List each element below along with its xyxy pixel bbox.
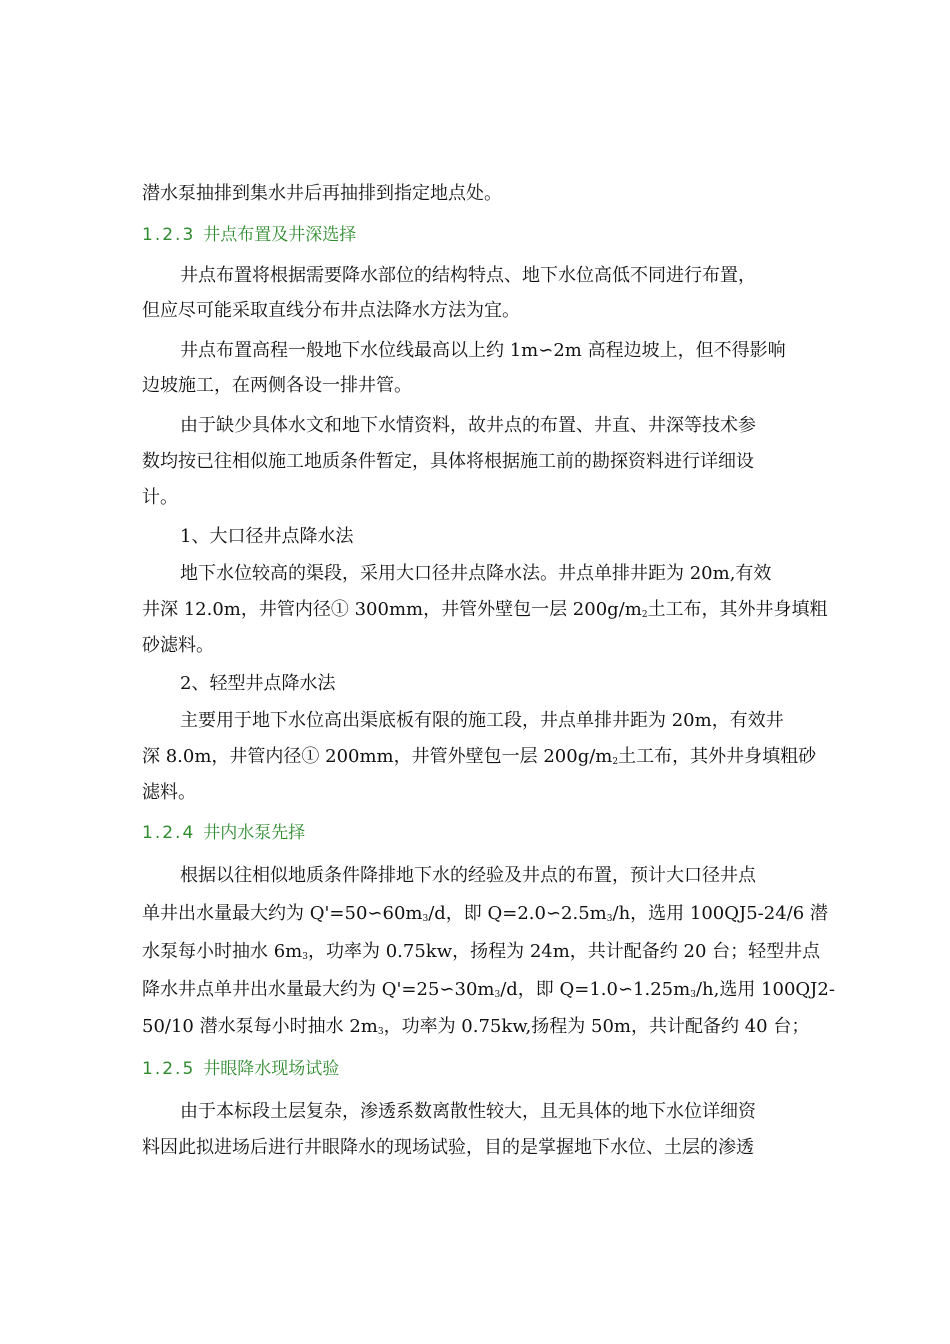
paragraph-line: 50/10 潜水泵每小时抽水 $2m_3$，功率为 0.75kw,扬程为 50m，共计配备约 40 台； xyxy=(142,1016,810,1037)
paragraph-line: 计。 xyxy=(142,487,178,508)
section-heading-1-2-4 xyxy=(142,821,305,845)
paragraph-line: 数均按已往相似施工地质条件暂定，具体将根据施工前的勘探资料进行详细设 xyxy=(142,451,754,472)
section-title: 井眼降水现场试验 xyxy=(203,1059,340,1079)
section-number: 1.2.4 xyxy=(142,823,196,843)
paragraph-line: 井点布置高程一般地下水位线最高以上约 1m∽2m 高程边坡上，但不得影响 xyxy=(180,340,786,361)
paragraph-line: 潜水泵抽排到集水井后再抽排到指定地点处。 xyxy=(142,183,502,204)
section-title: 井内水泵先择 xyxy=(203,823,306,843)
paragraph-line: 料因此拟进场后进行井眼降水的现场试验，目的是掌握地下水位、土层的渗透 xyxy=(142,1137,754,1158)
section-number: 1.2.5 xyxy=(142,1059,196,1079)
paragraph-line: 地下水位较高的渠段，采用大口径井点降水法。井点单排井距为 20m,有效 xyxy=(180,563,772,584)
section-number: 1.2.3 xyxy=(142,225,196,245)
section-heading-1-2-3 xyxy=(142,223,356,247)
section-title: 井点布置及井深选择 xyxy=(203,225,357,245)
paragraph-line: 边坡施工，在两侧各设一排井管。 xyxy=(142,375,412,396)
paragraph-line: 井深 12.0m，井管内径① 300mm，井管外壁包一层 $200g/m_2$土工布，其外井身填粗 xyxy=(142,599,828,620)
paragraph-line: 由于缺少具体水文和地下水情资料，故井点的布置、井直、井深等技术参 xyxy=(180,415,756,436)
paragraph-line: 由于本标段土层复杂，渗透系数离散性较大，且无具体的地下水位详细资 xyxy=(180,1101,756,1122)
list-item-label: 2、轻型井点降水法 xyxy=(180,673,336,694)
paragraph-line: 主要用于地下水位高出渠底板有限的施工段，井点单排井距为 20m，有效井 xyxy=(180,710,784,731)
paragraph-line: 但应尽可能采取直线分布井点法降水方法为宜。 xyxy=(142,300,520,321)
paragraph-line: 滤料。 xyxy=(142,782,196,803)
paragraph-line: 井点布置将根据需要降水部位的结构特点、地下水位高低不同进行布置， xyxy=(180,265,756,286)
section-heading-1-2-5 xyxy=(142,1057,339,1081)
paragraph-line: 深 8.0m，井管内径① 200mm，井管外壁包一层 $200g/m_2$土工布，其外井身填粗砂 xyxy=(142,746,817,767)
paragraph-line: 降水井点单井出水量最大约为 $Q'=25∽30m_3/d$，即 $Q=1.0∽1.25m_3/h$,选用 100QJ2- xyxy=(142,979,835,1000)
paragraph-line: 砂滤料。 xyxy=(142,635,214,656)
paragraph-line: 水泵每小时抽水 $6m_3$，功率为 0.75kw，扬程为 24m，共计配备约 20 台；轻型井点 xyxy=(142,941,821,962)
paragraph-line: 根据以往相似地质条件降排地下水的经验及井点的布置，预计大口径井点 xyxy=(180,865,756,886)
list-item-label: 1、大口径井点降水法 xyxy=(180,526,354,547)
paragraph-line: 单井出水量最大约为 $Q'=50∽60m_3/d$，即 $Q=2.0∽2.5m_3/h$，选用 100QJ5-24/6 潜 xyxy=(142,903,828,924)
